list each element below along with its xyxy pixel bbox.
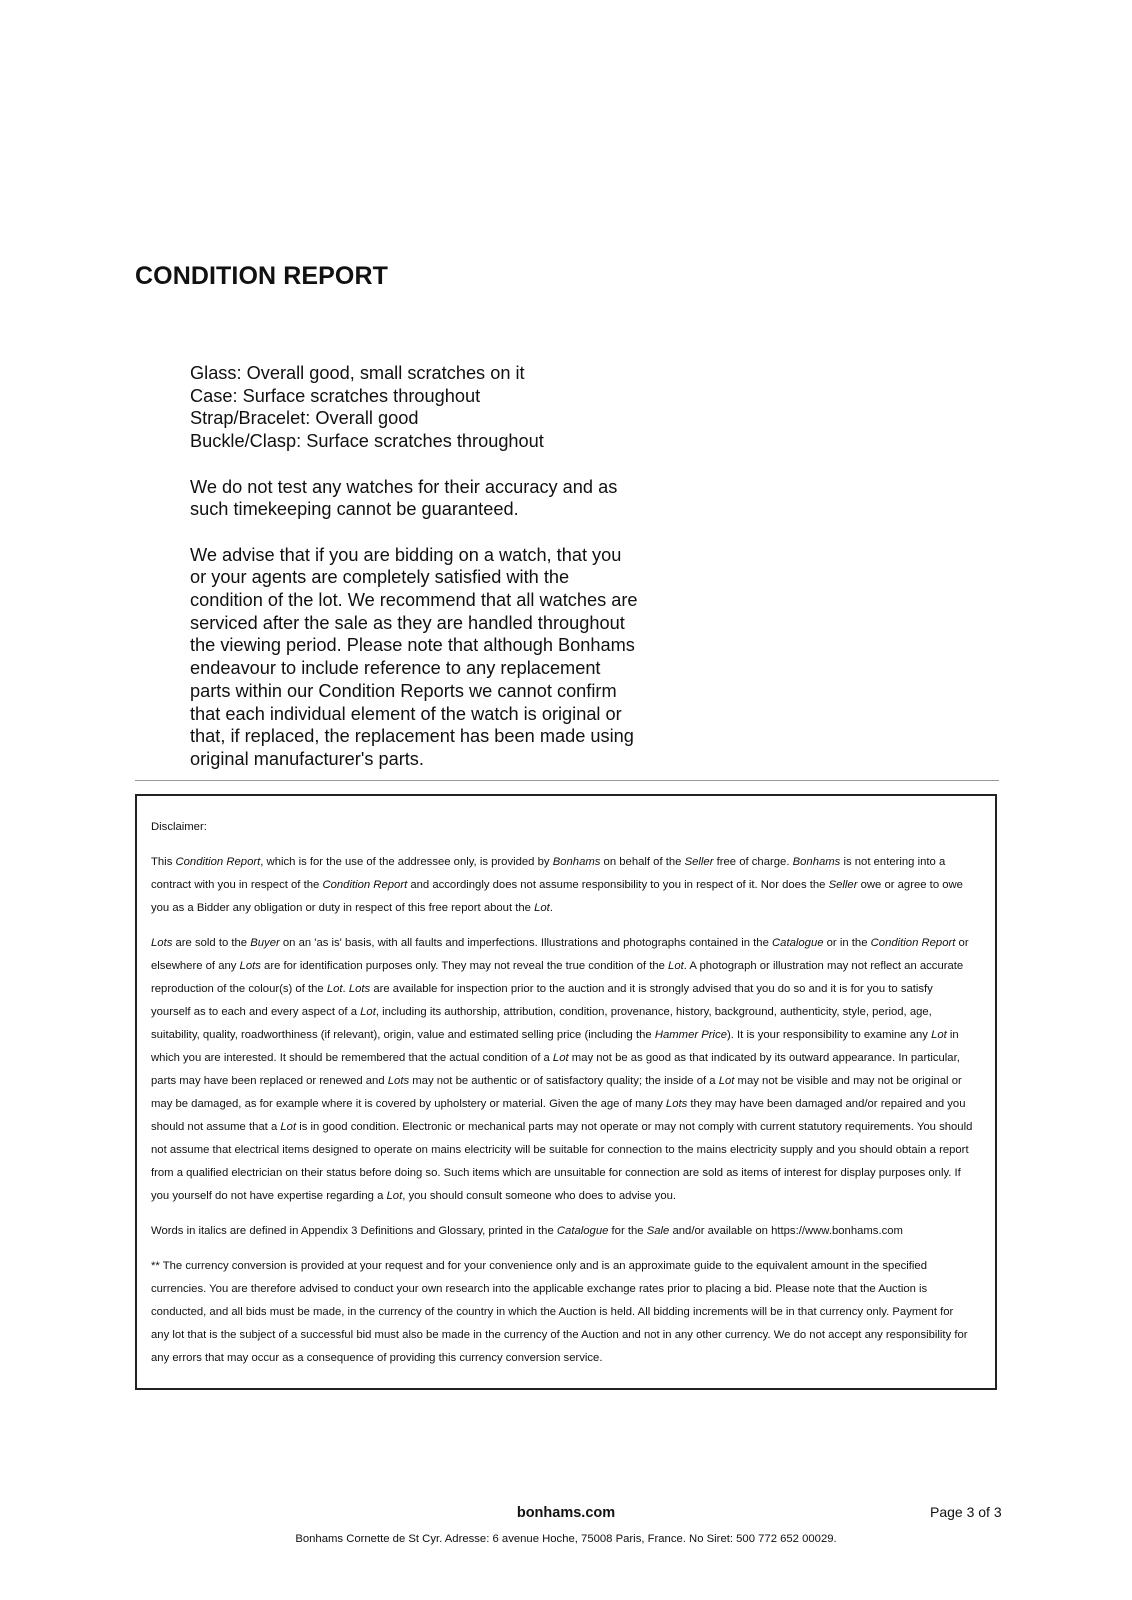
disclaimer-line: elsewhere of any Lots are for identification purposes only. They may not reveal the true condition of the Lot. A photograph or illustration may not reflect an accurate	[151, 960, 964, 972]
disclaimer-line: any errors that may occur as a consequence of providing this currency conversion service.	[151, 1352, 603, 1364]
disclaimer-line: any lot that is the subject of a successful bid must also be made in the currency of the Auction and not in any other currency. We do not accept any responsibility for	[151, 1329, 968, 1341]
accuracy-paragraph	[190, 476, 690, 521]
disclaimer-paragraph-currency	[151, 1255, 981, 1370]
disclaimer-line: This Condition Report, which is for the use of the addressee only, is provided by Bonhams on behalf of the Seller free of charge. Bonhams is not entering into a	[151, 856, 946, 868]
advice-line: the viewing period. Please note that although Bonhams	[190, 635, 635, 656]
section-divider	[135, 780, 999, 781]
accuracy-line: such timekeeping cannot be guaranteed.	[190, 499, 519, 520]
advice-line: condition of the lot. We recommend that all watches are	[190, 590, 638, 610]
disclaimer-line: contract with you in respect of the Condition Report and accordingly does not assume responsibility to you in respect of it. Nor does the Seller owe or agree to owe	[151, 879, 963, 891]
condition-list	[190, 362, 690, 453]
condition-report-body	[190, 362, 690, 771]
advice-line: original manufacturer's parts.	[190, 748, 424, 769]
disclaimer-paragraph-lots	[151, 932, 981, 1208]
footer-company-address: Bonhams Cornette de St Cyr. Adresse: 6 avenue Hoche, 75008 Paris, France. No Siret: 500 772 652 00029.	[295, 1533, 837, 1545]
disclaimer-paragraph-definitions	[151, 1220, 981, 1243]
disclaimer-line: parts may have been replaced or renewed and Lots may not be authentic or of satisfactory quality; the inside of a Lot may not be visible and may not be original or	[151, 1075, 962, 1087]
advice-line: that each individual element of the watch is original or	[190, 703, 622, 724]
advice-line: parts within our Condition Reports we cannot confirm	[190, 680, 617, 701]
footer-site-name: bonhams.com	[516, 1505, 616, 1521]
disclaimer-line: reproduction of the colour(s) of the Lot. Lots are available for inspection prior to the auction and it is strongly advised that you do so and it is for you to satisfy	[151, 983, 933, 995]
disclaimer-line: from a qualified electrician on their status before doing so. Such items which are unsuitable for connection are sold as items of interest for display purposes only. If	[151, 1167, 961, 1179]
disclaimer-line: ** The currency conversion is provided at your request and for your convenience only and is an approximate guide to the equivalent amount in the specified	[151, 1260, 927, 1272]
disclaimer-line: Words in italics are defined in Appendix 3 Definitions and Glossary, printed in the Catalogue for the Sale and/or available on https://www.bonhams.com	[151, 1225, 903, 1237]
disclaimer-paragraph-report	[151, 851, 981, 920]
disclaimer-line: you yourself do not have expertise regarding a Lot, you should consult someone who does to advise you.	[151, 1190, 677, 1202]
advice-line: We advise that if you are bidding on a watch, that you	[190, 544, 622, 565]
disclaimer-heading: Disclaimer:	[151, 821, 207, 833]
disclaimer-line: may be damaged, as for example where it is covered by upholstery or material. Given the age of many Lots they may have been damaged and/or repaired and you	[151, 1098, 966, 1110]
page-number: Page 3 of 3	[930, 1504, 1002, 1520]
disclaimer-line: should not assume that a Lot is in good condition. Electronic or mechanical parts may not operate or may not comply with current statutory requirements. You should	[151, 1121, 973, 1133]
disclaimer-line: Lots are sold to the Buyer on an 'as is' basis, with all faults and imperfections. Illustrations and photographs contained in the Catalogue or in the Condition Report or	[151, 937, 969, 949]
advice-line: endeavour to include reference to any replacement	[190, 658, 601, 679]
disclaimer-line: you as a Bidder any obligation or duty in respect of this free report about the Lot.	[151, 902, 553, 914]
condition-case: Case: Surface scratches throughout	[190, 385, 481, 406]
disclaimer-line: not assume that electrical items designed to operate on mains electricity will be suitable for connection to the mains electricity supply and you should obtain a report	[151, 1144, 969, 1156]
advice-line: that, if replaced, the replacement has been made using	[190, 726, 634, 747]
disclaimer-line: conducted, and all bids must be made, in the currency of the country in which the Auction is held. All bidding increments will be in that currency only. Payment for	[151, 1306, 954, 1318]
condition-strap-bracelet: Strap/Bracelet: Overall good	[190, 408, 419, 429]
advice-paragraph	[190, 544, 690, 771]
disclaimer-line: currencies. You are therefore advised to conduct your own research into the applicable exchange rates prior to placing a bid. Please note that the Auction is	[151, 1283, 928, 1295]
accuracy-line: We do not test any watches for their accuracy and as	[190, 476, 618, 497]
disclaimer-line: suitability, quality, roadworthiness (if relevant), origin, value and estimated selling price (including the Hammer Price). It is your responsibility to examine any Lot in	[151, 1029, 959, 1041]
advice-line: or your agents are completely satisfied with the	[190, 567, 570, 588]
advice-line: serviced after the sale as they are handled throughout	[190, 612, 625, 633]
condition-buckle-clasp: Buckle/Clasp: Surface scratches throughout	[190, 431, 544, 452]
disclaimer-box	[135, 794, 997, 1390]
disclaimer-line: which you are interested. It should be remembered that the actual condition of a Lot may not be as good as that indicated by its outward appearance. In particular,	[151, 1052, 960, 1064]
condition-glass: Glass: Overall good, small scratches on it	[190, 363, 525, 383]
page-title: CONDITION REPORT	[135, 262, 388, 290]
disclaimer-line: yourself as to each and every aspect of a Lot, including its authorship, attribution, condition, provenance, history, background, authenticity, style, period, age,	[151, 1006, 932, 1018]
